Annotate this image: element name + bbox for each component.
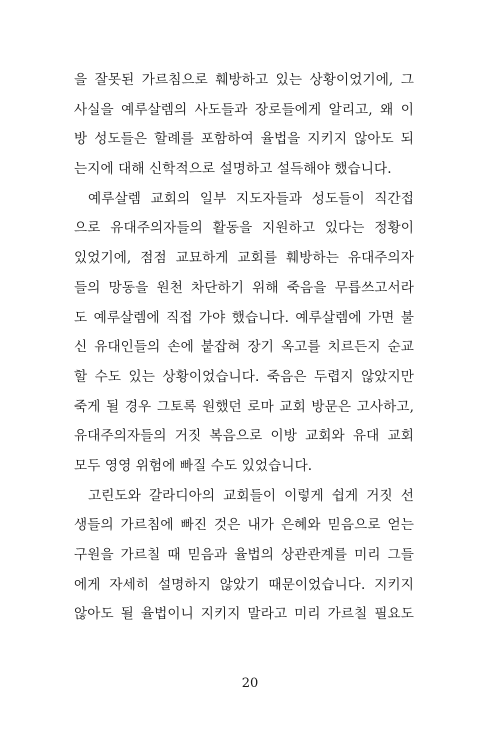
text-line: 고린도와 갈라디아의 교회들이 이렇게 쉽게 거짓 선	[88, 487, 414, 504]
text-line: 는지에 대해 신학적으로 설명하고 설득해야 했습니다.	[74, 161, 392, 178]
text-line: 방 성도들은 할례를 포함하여 율법을 지키지 않아도 되	[74, 131, 414, 148]
text-line: 있었기에, 점점 교묘하게 교회를 훼방하는 유대주의자	[74, 250, 414, 267]
text-line: 들의 망동을 원천 차단하기 위해 죽음을 무릅쓰고서라	[74, 279, 414, 296]
text-line: 을 잘못된 가르침으로 훼방하고 있는 상황이었기에, 그	[74, 72, 414, 88]
text-line: 에게 자세히 설명하지 않았기 때문이었습니다. 지키지	[74, 576, 414, 593]
text-line: 죽게 될 경우 그토록 원했던 로마 교회 방문은 고사하고,	[74, 398, 414, 415]
text-line: 할 수도 있는 상황이었습니다. 죽음은 두렵지 않았지만	[74, 368, 414, 385]
text-line: 모두 영영 위험에 빠질 수도 있었습니다.	[74, 457, 313, 474]
text-line: 사실을 예루살렘의 사도들과 장로들에게 알리고, 왜 이	[74, 101, 414, 118]
text-line: 예루살렘 교회의 일부 지도자들과 성도들이 직간접	[88, 190, 414, 207]
text-line: 도 예루살렘에 직접 가야 했습니다. 예루살렘에 가면 불	[74, 309, 414, 326]
text-line: 으로 유대주의자들의 활동을 지원하고 있다는 정황이	[74, 220, 414, 237]
body-text	[74, 66, 414, 630]
text-line: 않아도 될 율법이니 지키지 말라고 미리 가르칠 필요도	[74, 606, 414, 623]
page-number: 20	[241, 676, 259, 691]
text-line: 유대주의자들의 거짓 복음으로 이방 교회와 유대 교회	[74, 428, 414, 445]
text-line: 구원을 가르칠 때 믿음과 율법의 상관관계를 미리 그들	[74, 547, 414, 563]
text-line: 신 유대인들의 손에 붙잡혀 장기 옥고를 치르든지 순교	[74, 339, 414, 356]
text-line: 생들의 가르침에 빠진 것은 내가 은혜와 믿음으로 얻는	[74, 517, 414, 534]
